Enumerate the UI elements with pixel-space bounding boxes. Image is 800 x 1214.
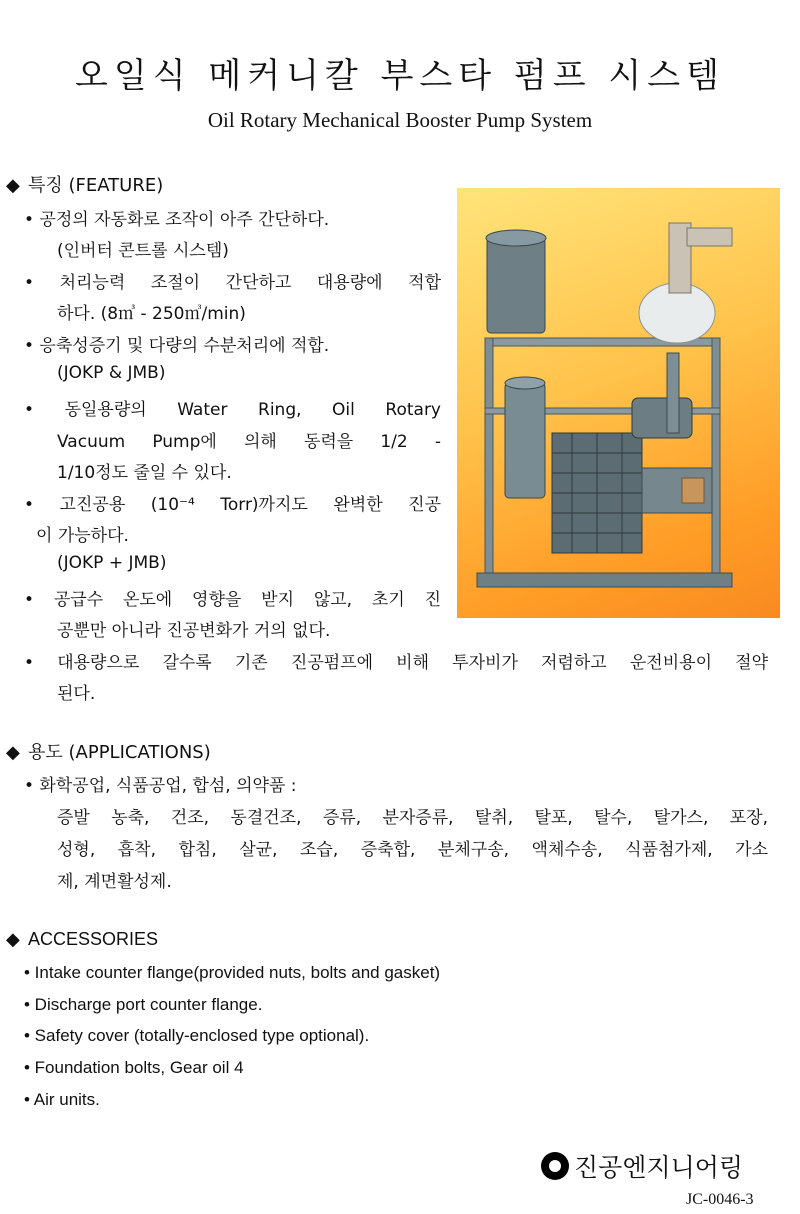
accessories-heading xyxy=(6,929,158,950)
feature-line: (인버터 콘트롤 시스템) xyxy=(57,241,229,261)
feature-line: 하다. (8㎥ - 250㎥/min) xyxy=(57,304,246,324)
diamond-icon: ◆ xyxy=(6,175,20,196)
company-logo xyxy=(541,1148,743,1184)
applications-heading-text: 용도 (APPLICATIONS) xyxy=(28,742,211,763)
title-english: Oil Rotary Mechanical Booster Pump System xyxy=(207,108,593,132)
diamond-icon: ◆ xyxy=(6,742,20,763)
feature-line: (JOKP + JMB) xyxy=(57,553,167,573)
document-code: JC-0046-3 xyxy=(686,1191,754,1208)
feature-line: 1/10정도 줄일 수 있다. xyxy=(57,463,232,483)
feature-line: • 고진공용 (10⁻⁴ Torr)까지도 완벽한 진공 xyxy=(24,495,441,515)
accessories-line: • Foundation bolts, Gear oil 4 xyxy=(24,1058,244,1077)
feature-line: • 대용량으로 갈수록 기존 진공펌프에 비해 투자비가 저렴하고 운전비용이 절약 xyxy=(24,653,768,673)
accessories-line: • Intake counter flange(provided nuts, bolts and gasket) xyxy=(24,963,441,982)
accessories-line: • Safety cover (totally-enclosed type optional). xyxy=(24,1026,370,1045)
feature-line: • 처리능력 조절이 간단하고 대용량에 적합 xyxy=(24,273,441,293)
feature-line: • 공정의 자동화로 조작이 아주 간단하다. xyxy=(24,210,330,230)
feature-line: (JOKP & JMB) xyxy=(57,363,166,383)
feature-line: • 공급수 온도에 영향을 받지 않고, 초기 진 xyxy=(24,590,441,610)
pump-photo xyxy=(457,188,780,618)
accessories-heading-text: ACCESSORIES xyxy=(28,929,159,949)
company-name: 진공엔지니어링 xyxy=(574,1153,744,1182)
accessories-line: • Air units. xyxy=(24,1090,100,1109)
diamond-icon: ◆ xyxy=(6,929,20,950)
feature-line: 이 가능하다. xyxy=(36,526,129,546)
feature-heading-text: 특징 (FEATURE) xyxy=(28,175,164,196)
applications-line: 제, 계면활성제. xyxy=(57,872,172,892)
feature-line: 공뿐만 아니라 진공변화가 거의 없다. xyxy=(57,621,331,641)
feature-line: • 동일용량의 Water Ring, Oil Rotary xyxy=(24,400,441,420)
pump-illustration-icon xyxy=(457,188,780,618)
applications-heading xyxy=(6,738,211,764)
feature-line: • 응축성증기 및 다량의 수분처리에 적합. xyxy=(24,336,330,356)
accessories-line: • Discharge port counter flange. xyxy=(24,995,263,1014)
applications-line: 증발 농축, 건조, 동결건조, 증류, 분자증류, 탈취, 탈포, 탈수, 탈가스, 포장, xyxy=(57,808,768,828)
feature-line: 된다. xyxy=(57,684,96,704)
logo-circle-icon xyxy=(541,1152,569,1180)
feature-heading xyxy=(6,171,163,197)
title-korean: 오일식 메커니칼 부스타 펌프 시스템 xyxy=(75,56,725,96)
applications-line: 성형, 흡착, 합침, 살균, 조습, 증축합, 분체구송, 액체수송, 식품첨가제, 가소 xyxy=(57,840,768,860)
feature-line: Vacuum Pump에 의해 동력을 1/2 - xyxy=(57,432,441,452)
applications-line: • 화학공업, 식품공업, 합섬, 의약품 : xyxy=(24,776,297,796)
